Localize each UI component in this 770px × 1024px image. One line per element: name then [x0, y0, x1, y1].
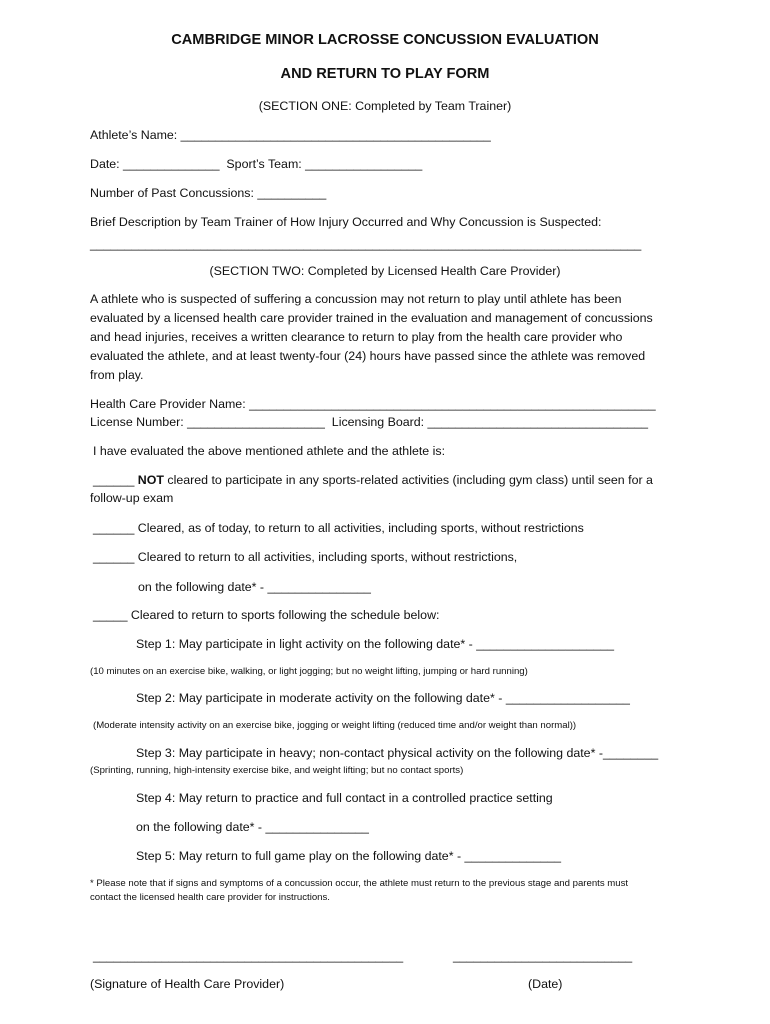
cleared-date-field[interactable]: on the following date* - _______________: [138, 580, 371, 594]
form-title-line2: AND RETURN TO PLAY FORM: [280, 66, 490, 82]
footnote-line1: * Please note that if signs and symptoms of a concussion occur, the athlete must return to the previous stage and parents must: [90, 878, 629, 889]
option-text: cleared to participate in any sports-related activities (including gym class) until seen for a: [163, 473, 653, 487]
step3-field[interactable]: Step 3: May participate in heavy; non-contact physical activity on the following date* -________: [136, 746, 659, 760]
step1-field[interactable]: Step 1: May participate in light activity on the following date* - ____________________: [136, 637, 615, 651]
paragraph-line: evaluated by a licensed health care provider trained in the evaluation and management of concussions: [90, 311, 653, 325]
step1-note: (10 minutes on an exercise bike, walking, or light jogging; but no weight lifting, jumping or hard running): [90, 666, 528, 677]
not-cleared-option[interactable]: [93, 472, 653, 488]
section-one-heading: (SECTION ONE: Completed by Team Trainer): [258, 99, 512, 113]
brief-description-blank[interactable]: ________________________________________________________________________________: [90, 237, 642, 251]
cleared-schedule-option[interactable]: _____ Cleared to return to sports following the schedule below:: [93, 608, 440, 622]
past-concussions-field[interactable]: Number of Past Concussions: __________: [90, 186, 327, 200]
step4-field[interactable]: on the following date* - _______________: [136, 820, 369, 834]
paragraph-line: evaluated the athlete, and at least twenty-four (24) hours have passed since the athlete was removed: [90, 349, 646, 363]
date-team-field[interactable]: Date: ______________ Sport’s Team: _________________: [90, 157, 423, 171]
cleared-today-option[interactable]: ______ Cleared, as of today, to return to all activities, including sports, without restrictions: [93, 521, 584, 535]
license-field[interactable]: License Number: ____________________ Licensing Board: ________________________________: [90, 415, 649, 429]
provider-name-field[interactable]: Health Care Provider Name: ___________________________________________________________: [90, 397, 656, 411]
paragraph-line: from play.: [90, 368, 144, 382]
step4-label: Step 4: May return to practice and full contact in a controlled practice setting: [136, 791, 553, 805]
section-two-heading: (SECTION TWO: Completed by Licensed Health Care Provider): [209, 264, 561, 278]
paragraph-line: A athlete who is suspected of suffering a concussion may not return to play until athlete has been: [90, 292, 622, 306]
step2-note: (Moderate intensity activity on an exercise bike, jogging or weight lifting (reduced time and/or weight than normal)): [93, 720, 577, 731]
paragraph-line: and head injuries, receives a written clearance to return to play from the health care provider who: [90, 330, 623, 344]
date-signature-line[interactable]: __________________________: [453, 949, 633, 963]
footnote-line2: contact the licensed health care provider for instructions.: [90, 892, 330, 903]
athlete-name-field[interactable]: Athlete’s Name: _____________________________________________: [90, 128, 491, 142]
evaluated-statement: I have evaluated the above mentioned athlete and the athlete is:: [93, 444, 446, 458]
form-title-line1: CAMBRIDGE MINOR LACROSSE CONCUSSION EVALUATION: [171, 32, 599, 48]
date-label: (Date): [528, 977, 563, 991]
cleared-date-option[interactable]: ______ Cleared to return to all activities, including sports, without restrictions,: [93, 550, 518, 564]
step2-field[interactable]: Step 2: May participate in moderate activity on the following date* - __________________: [136, 691, 630, 705]
not-emphasis: NOT: [137, 473, 164, 487]
brief-description-label: Brief Description by Team Trainer of How Injury Occurred and Why Concussion is Suspected:: [90, 215, 602, 229]
step3-note: (Sprinting, running, high-intensity exercise bike, and weight lifting; but no contact sports): [90, 765, 464, 776]
step5-field[interactable]: Step 5: May return to full game play on the following date* - ______________: [136, 849, 562, 863]
not-cleared-option-line2: follow-up exam: [90, 491, 174, 505]
signature-label: (Signature of Health Care Provider): [90, 977, 285, 991]
signature-line[interactable]: _____________________________________________: [93, 949, 404, 963]
option-blank: ______: [93, 473, 138, 487]
